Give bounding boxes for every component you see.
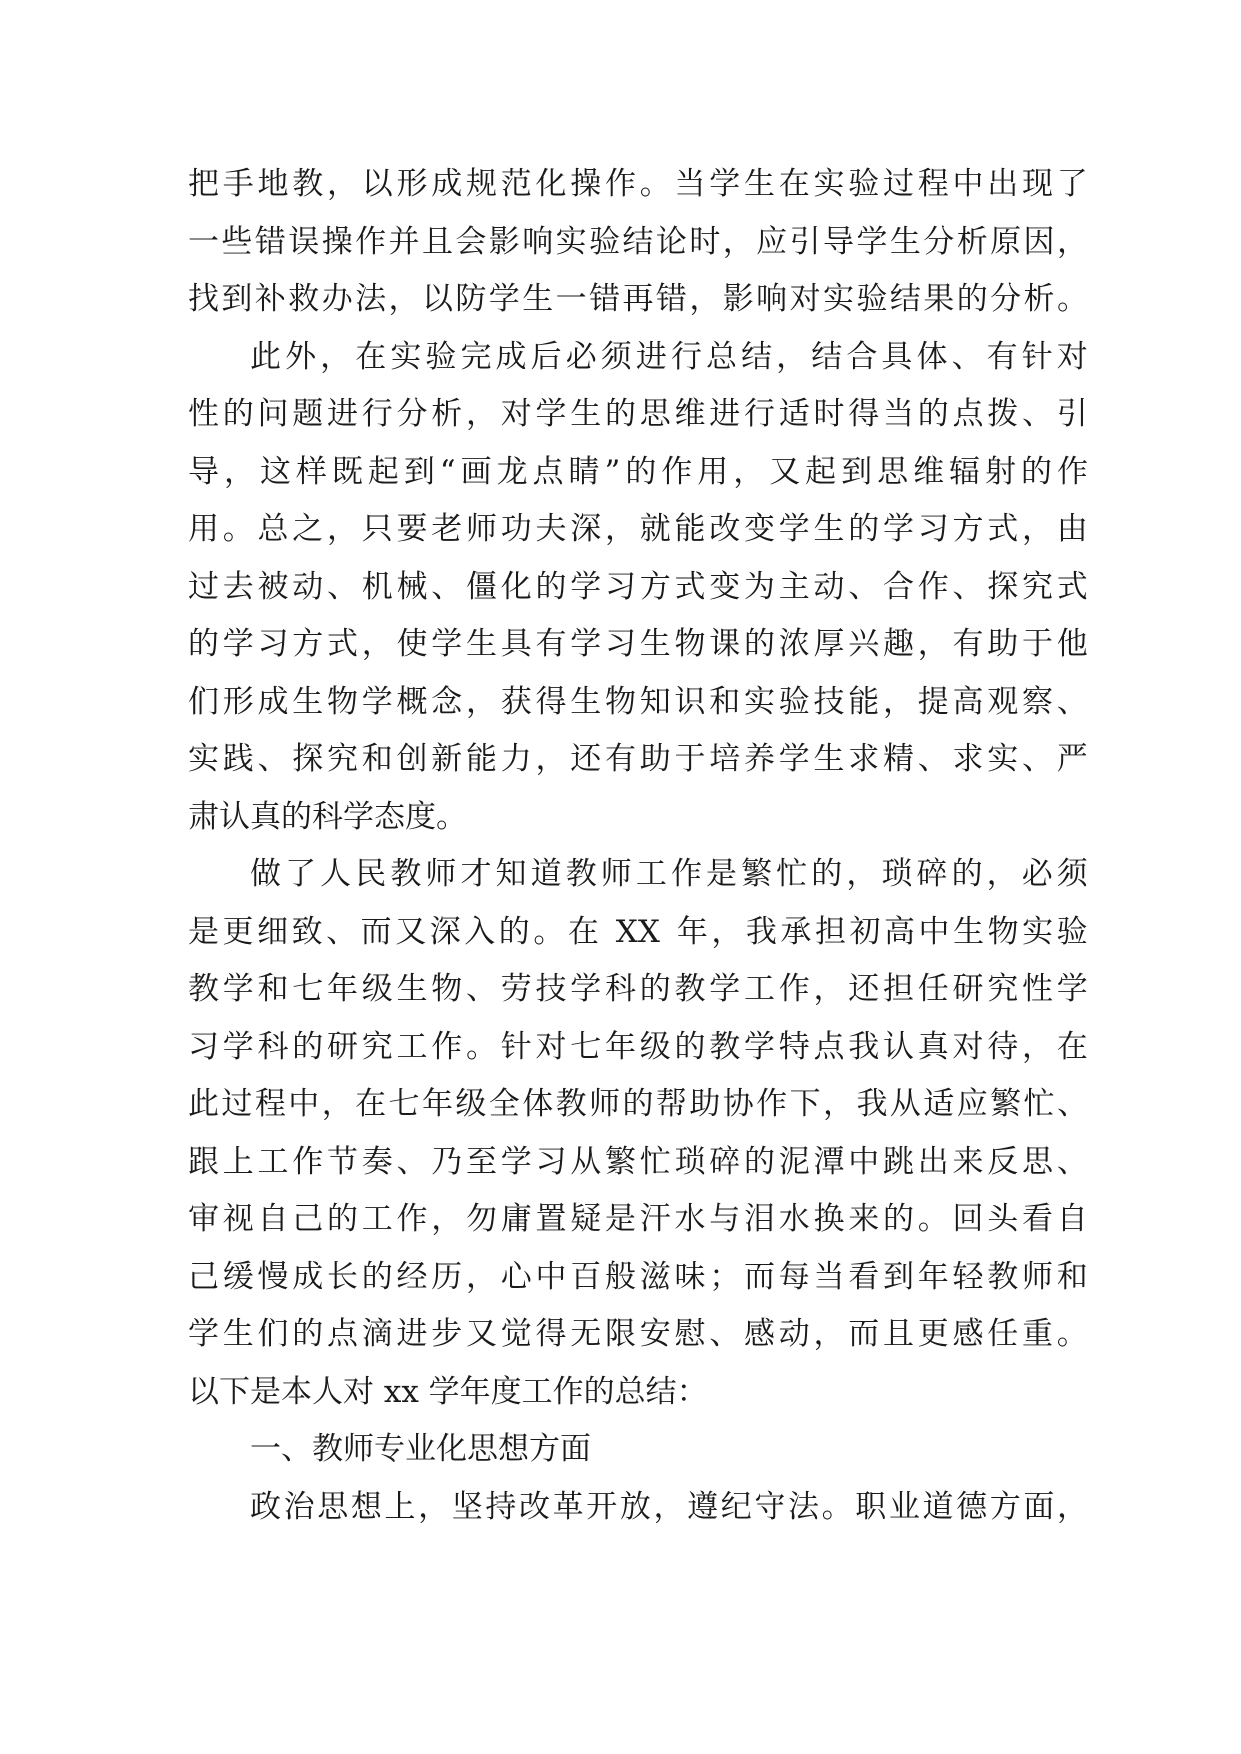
text-line: 审 视 自 己 的 工 作 ， 勿 庸 置 疑 是 汗 水 与 泪 水 换 来 的 。 回 头 看 自 <box>188 1201 1088 1237</box>
text-line: 此 外 ， 在 实 验 完 成 后 必 须 进 行 总 结 ， 结 合 具 体 、 有 针 对 <box>250 338 1088 375</box>
text-line: 的 学 习 方 式 ， 使 学 生 具 有 学 习 生 物 课 的 浓 厚 兴 趣 ， 有 助 于 他 <box>188 626 1088 662</box>
text-line: 一 些 错 误 操 作 并 且 会 影 响 实 验 结 论 时 ， 应 引 导 学 生 分 析 原 因 ， <box>188 223 1088 260</box>
text-line: 找 到 补 救 办 法 ， 以 防 学 生 一 错 再 错 ， 影 响 对 实 验 结 果 的 分 析 。 <box>188 281 1088 317</box>
text-line: 教 学 和 七 年 级 生 物 、 劳 技 学 科 的 教 学 工 作 ， 还 担 任 研 究 性 学 <box>188 971 1088 1007</box>
text-line: 学 生 们 的 点 滴 进 步 又 觉 得 无 限 安 慰 、 感 动 ， 而 且 更 感 任 重 。 <box>188 1316 1088 1352</box>
text-line: 性 的 问 题 进 行 分 析 ， 对 学 生 的 思 维 进 行 适 时 得 当 的 点 拨 、 引 <box>188 396 1088 432</box>
text-line: 导 ， 这 样 既 起 到 “ 画 龙 点 睛 ” 的 作 用 ， 又 起 到 思 维 辐 射 的 作 <box>188 453 1088 490</box>
text-line: 一、教师专业化思想方面 <box>250 1431 591 1467</box>
text-line: 把 手 地 教 ， 以 形 成 规 范 化 操 作 。 当 学 生 在 实 验 过 程 中 出 现 了 <box>188 166 1088 202</box>
text-line: 们 形 成 生 物 学 概 念 ， 获 得 生 物 知 识 和 实 验 技 能 ， 提 高 观 察 、 <box>188 683 1088 720</box>
text-line: 实 践 、 探 究 和 创 新 能 力 ， 还 有 助 于 培 养 学 生 求 精 、 求 实 、 严 <box>188 741 1088 777</box>
text-line: 用 。 总 之 ， 只 要 老 师 功 夫 深 ， 就 能 改 变 学 生 的 学 习 方 式 ， 由 <box>188 511 1088 547</box>
text-line: 跟 上 工 作 节 奏 、 乃 至 学 习 从 繁 忙 琐 碎 的 泥 潭 中 跳 出 来 反 思 、 <box>188 1143 1088 1180</box>
text-line: 肃认真的科学态度。 <box>188 798 467 835</box>
text-line: 己 缓 慢 成 长 的 经 历 ， 心 中 百 般 滋 味 ； 而 每 当 看 到 年 轻 教 师 和 <box>188 1258 1088 1295</box>
text-line: 以下是本人对 xx 学年度工作的总结： <box>188 1373 708 1410</box>
text-line: 过 去 被 动 、 机 械 、 僵 化 的 学 习 方 式 变 为 主 动 、 合 作 、 探 究 式 <box>188 568 1088 605</box>
body-text <box>188 156 1088 1536</box>
text-line: 此 过 程 中 ， 在 七 年 级 全 体 教 师 的 帮 助 协 作 下 ， 我 从 适 应 繁 忙 、 <box>188 1086 1088 1122</box>
text-line: 做 了 人 民 教 师 才 知 道 教 师 工 作 是 繁 忙 的 ， 琐 碎 的 ， 必 须 <box>250 856 1088 892</box>
text-line: 是 更 细 致 、 而 又 深 入 的 。 在 XX 年 ， 我 承 担 初 高 中 生 物 实 验 <box>188 913 1088 950</box>
text-line: 习 学 科 的 研 究 工 作 。 针 对 七 年 级 的 教 学 特 点 我 认 真 对 待 ， 在 <box>188 1028 1088 1065</box>
text-line: 政 治 思 想 上 ， 坚 持 改 革 开 放 ， 遵 纪 守 法 。 职 业 道 德 方 面 ， <box>250 1488 1088 1525</box>
